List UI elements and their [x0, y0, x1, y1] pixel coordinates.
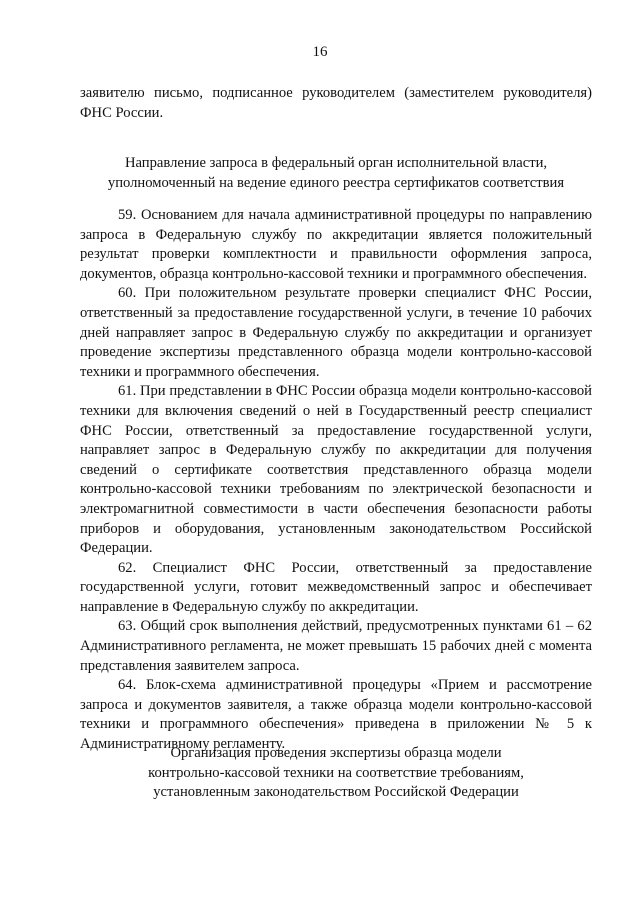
- section-heading-line: Направление запроса в федеральный орган исполнительной власти,: [124, 155, 548, 171]
- section-heading-line: уполномоченный на ведение единого реестра сертификатов соответствия: [107, 174, 565, 191]
- section-heading-expertise: [80, 744, 592, 803]
- paragraph-59: 59. Основанием для начала административной процедуры по направлению запроса в Федеральную службу по аккредитации является положительный результат проверки комплектности и правильности оформления запроса, документов, образца контрольно-кассовой техники и программного обеспечения.: [80, 207, 592, 282]
- paragraph-62: 62. Специалист ФНС России, ответственный за предоставление государственной услуги, готовит межведомственный запрос и обеспечивает направление в Федеральную службу по аккредитации.: [80, 559, 592, 615]
- page-number: 16: [312, 44, 328, 60]
- paragraphs-block: [80, 206, 592, 755]
- paragraph-63: 63. Общий срок выполнения действий, предусмотренных пунктами 61 – 62 Административного регламента, не может превышать 15 рабочих дней с момента представления заявителем запроса.: [80, 618, 592, 674]
- section-heading-line: контрольно-кассовой техники на соответствие требованиям,: [148, 764, 524, 781]
- section-heading-request-direction: [80, 154, 592, 193]
- section-heading-line: установленным законодательством Российской Федерации: [153, 784, 519, 801]
- paragraph-61: 61. При представлении в ФНС России образца модели контрольно-кассовой техники для включения сведений о ней в Государственный реестр специалист ФНС России, ответственный за предоставление государственной услуги, направляет запрос в Федеральную службу по аккредитации для получения сведений о сертификате соответствия представленного образца модели контрольно-кассовой техники требованиям по электрической безопасности и электромагнитной совместимости в части обеспечения безопасности работы приборов и оборудования, установленным законодательством Российской Федерации.: [80, 383, 592, 557]
- section-heading-line: Организация проведения экспертизы образца модели: [170, 745, 502, 761]
- continuation-paragraph: заявителю письмо, подписанное руководителем (заместителем руководителя) ФНС России.: [80, 85, 592, 121]
- paragraph-64: 64. Блок-схема административной процедуры «Прием и рассмотрение запроса и документов заявителя, а также образца модели контрольно-кассовой техники и программного обеспечения» приведена в приложении № 5 к Административному регламенту.: [80, 677, 592, 753]
- paragraph-60: 60. При положительном результате проверки специалист ФНС России, ответственный за предоставление государственной услуги, в течение 10 рабочих дней направляет запрос в Федеральную службу по аккредитации и организует проведение экспертизы представленного образца модели контрольно-кассовой техники и программного обеспечения.: [80, 285, 592, 380]
